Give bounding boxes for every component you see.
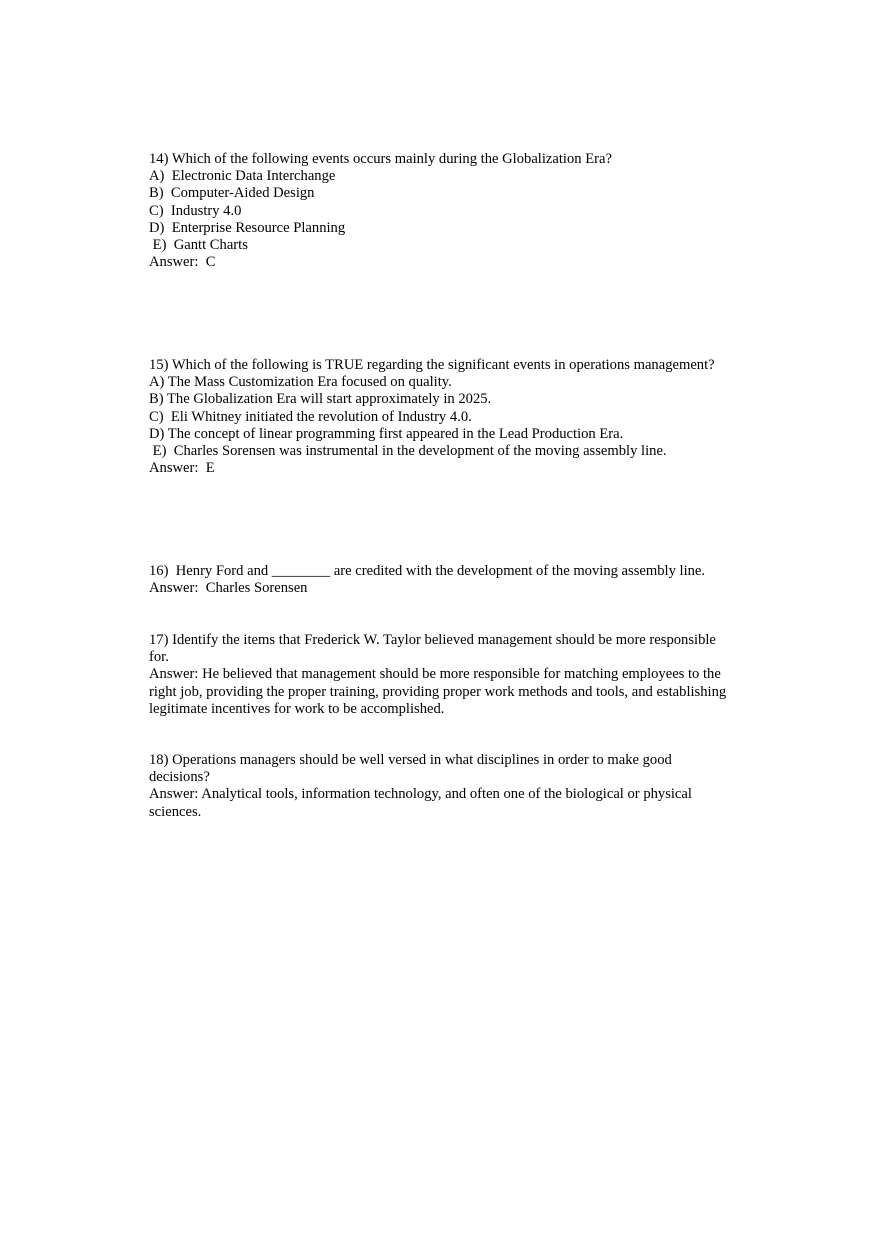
answer-option-c: C) Eli Whitney initiated the revolution of Industry 4.0. (149, 408, 472, 425)
question-18 (149, 752, 749, 821)
question-16 (149, 563, 749, 597)
answer-option-e: E) Gantt Charts (149, 237, 248, 254)
answer-option-a: A) The Mass Customization Era focused on quality. (149, 374, 452, 391)
answer-key: Answer: Charles Sorensen (149, 580, 308, 597)
answer-option-e: E) Charles Sorensen was instrumental in the development of the moving assembly line. (149, 443, 667, 460)
answer-option-d: D) The concept of linear programming first appeared in the Lead Production Era. (149, 425, 624, 442)
answer-key: Answer: C (149, 254, 216, 271)
answer-key: Answer: He believed that management should be more responsible for matching employees to the right job, providing the proper training, providing proper work methods and tools, and establishing legitimate incentives for work to be accomplished. (149, 666, 727, 717)
answer-option-a: A) Electronic Data Interchange (149, 168, 336, 185)
answer-key: Answer: Analytical tools, information technology, and often one of the biological or physical sciences. (149, 786, 692, 820)
question-text: 16) Henry Ford and ________ are credited with the development of the moving assembly line. (149, 563, 706, 579)
answer-option-b: B) Computer-Aided Design (149, 185, 315, 202)
question-text: 14) Which of the following events occurs mainly during the Globalization Era? (149, 151, 612, 167)
answer-option-b: B) The Globalization Era will start approximately in 2025. (149, 391, 492, 408)
question-15 (149, 357, 749, 477)
answer-option-c: C) Industry 4.0 (149, 202, 242, 219)
question-text: 15) Which of the following is TRUE regarding the significant events in operations management? (149, 357, 715, 373)
answer-option-d: D) Enterprise Resource Planning (149, 219, 346, 236)
answer-key: Answer: E (149, 460, 215, 477)
question-14 (149, 151, 749, 271)
question-text: 17) Identify the items that Frederick W. Taylor believed management should be more responsible for. (149, 632, 716, 666)
question-text: 18) Operations managers should be well versed in what disciplines in order to make good decisions? (149, 752, 672, 786)
question-17 (149, 632, 749, 718)
